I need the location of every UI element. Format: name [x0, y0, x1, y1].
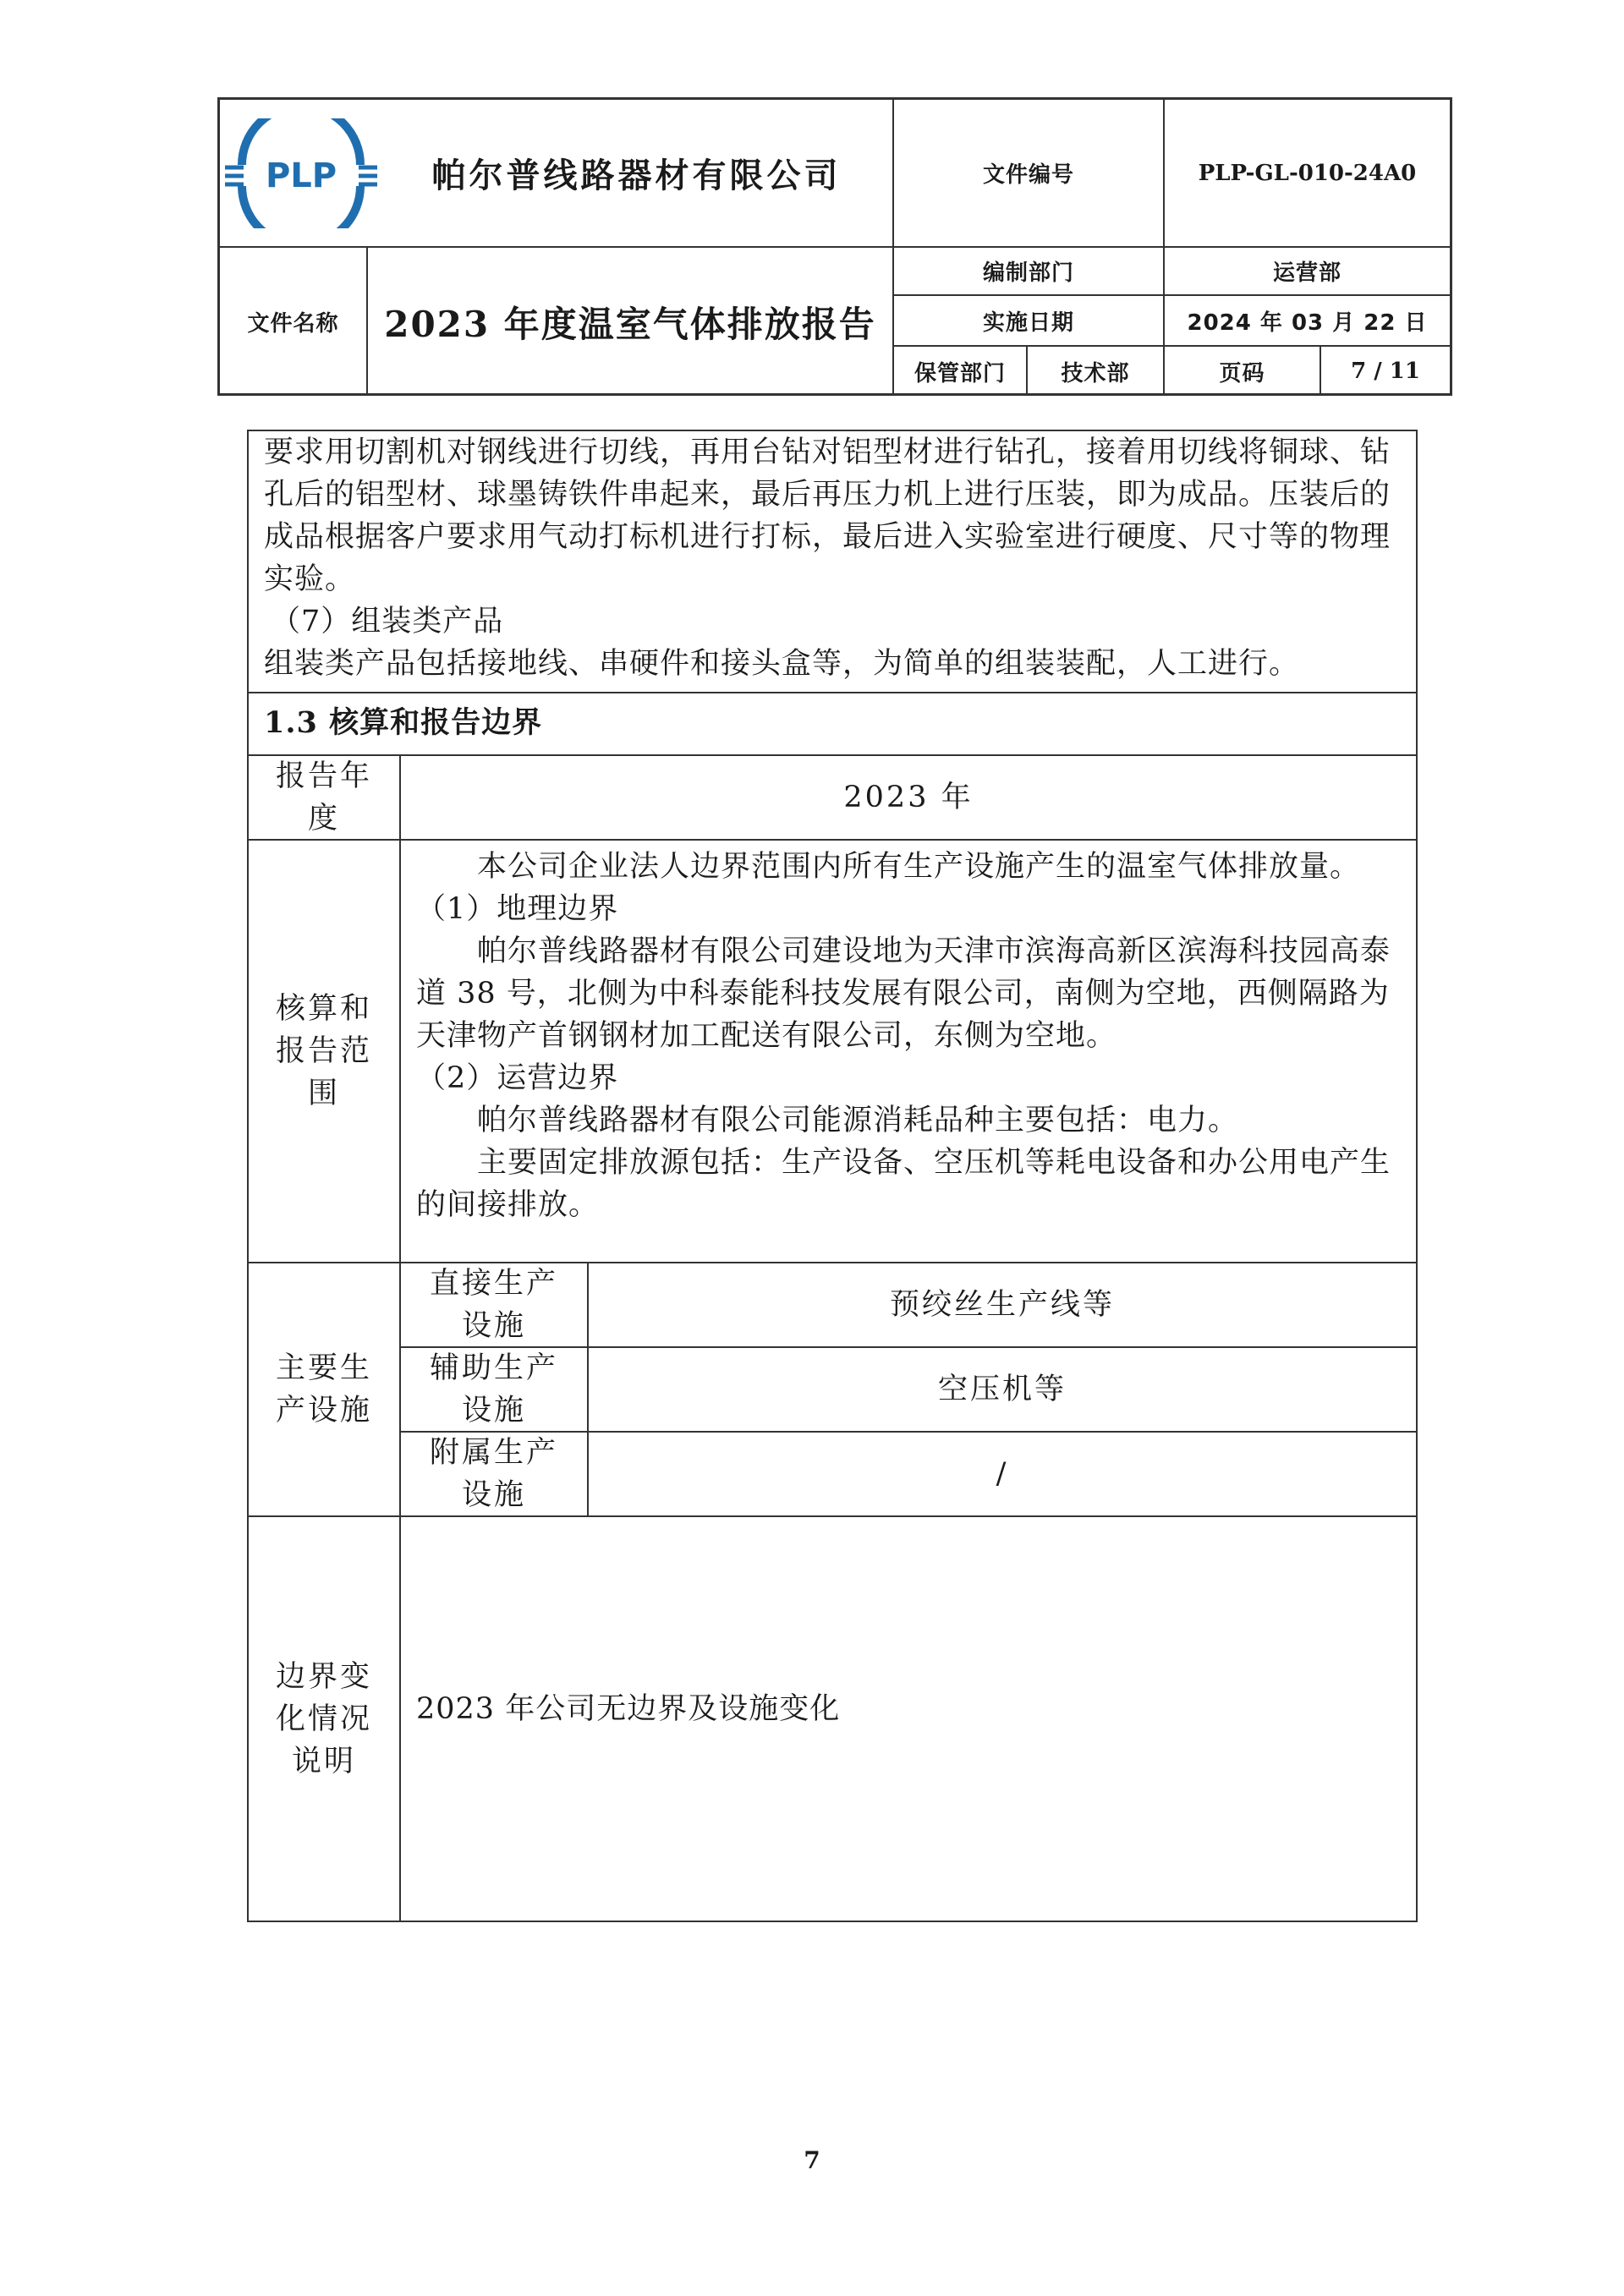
- scope-label: 核算和报告范围: [275, 992, 372, 1110]
- facility-label: 主要生产设施: [275, 1351, 372, 1427]
- scope-paragraph: 主要固定排放源包括：生产设备、空压机等耗电设备和办公用电产生的间接排放。: [416, 1146, 1391, 1222]
- custody-value: 技术部: [1061, 360, 1130, 386]
- svg-text:PLP: PLP: [265, 156, 337, 195]
- page-number: 7: [804, 2146, 820, 2174]
- date-value: 2024 年 03 月 22 日: [1187, 310, 1428, 336]
- direct-facility-value: 预绞丝生产线等: [889, 1288, 1115, 1322]
- scope-subheading: （1）地理边界: [416, 892, 619, 926]
- year-value: 2023 年: [843, 781, 974, 814]
- change-value: 2023 年公司无边界及设施变化: [416, 1692, 841, 1726]
- product-heading: （7）组装类产品: [271, 605, 504, 638]
- attached-facility-value: /: [996, 1457, 1009, 1491]
- aux-facility-label: 辅助生产设施: [429, 1351, 558, 1427]
- page-label: 页码: [1219, 360, 1265, 386]
- scope-subheading: （2）运营边界: [416, 1061, 619, 1095]
- year-label: 报告年度: [275, 759, 372, 836]
- table-divider: [249, 692, 1416, 693]
- doc-title: 2023 年度温室气体排放报告: [384, 303, 876, 345]
- scope-paragraph: 本公司企业法人边界范围内所有生产设施产生的温室气体排放量。: [477, 850, 1361, 884]
- doc-name-label: 文件名称: [247, 311, 339, 337]
- custody-label: 保管部门: [914, 360, 1006, 386]
- dept-value: 运营部: [1272, 260, 1341, 286]
- doc-no-label: 文件编号: [982, 162, 1074, 188]
- attached-facility-label: 附属生产设施: [429, 1436, 558, 1512]
- section-heading: 1.3 核算和报告边界: [264, 705, 543, 740]
- document-header: [217, 97, 1452, 396]
- plp-logo-icon: [225, 118, 377, 228]
- change-label: 边界变化情况说明: [275, 1659, 372, 1778]
- table-divider: [249, 839, 1416, 841]
- direct-facility-label: 直接生产设施: [429, 1267, 558, 1343]
- page-value: 7 / 11: [1351, 359, 1420, 384]
- scope-text: [416, 846, 1402, 1226]
- aux-facility-value: 空压机等: [937, 1373, 1067, 1406]
- date-label: 实施日期: [982, 310, 1074, 336]
- table-divider: [249, 1515, 1416, 1517]
- intro-text: [264, 431, 1402, 685]
- scope-paragraph: 帕尔普线路器材有限公司建设地为天津市滨海高新区滨海科技园高泰道 38 号，北侧为中科泰能科技发展有限公司，南侧为空地，西侧隔路为天津物产首钢钢材加工配送有限公司，东侧为空地。: [416, 934, 1391, 1053]
- scope-paragraph: 帕尔普线路器材有限公司能源消耗品种主要包括：电力。: [477, 1104, 1239, 1137]
- intro-paragraph: 组装类产品包括接地线、串硬件和接头盒等，为简单的组装装配，人工进行。: [264, 647, 1300, 681]
- company-name: 帕尔普线路器材有限公司: [431, 156, 842, 195]
- report-body: [247, 430, 1418, 1922]
- dept-label: 编制部门: [982, 260, 1074, 286]
- doc-no-value: PLP-GL-010-24A0: [1198, 160, 1417, 186]
- intro-paragraph: 要求用切割机对钢线进行切线，再用台钻对铝型材进行钻孔，接着用切线将铜球、钻孔后的铝型材、球墨铸铁件串起来，最后再压力机上进行压装，即为成品。压装后的成品根据客户要求用气动打标机进行打标，最后进入实验室进行硬度、尺寸等的物理实验。: [264, 436, 1391, 596]
